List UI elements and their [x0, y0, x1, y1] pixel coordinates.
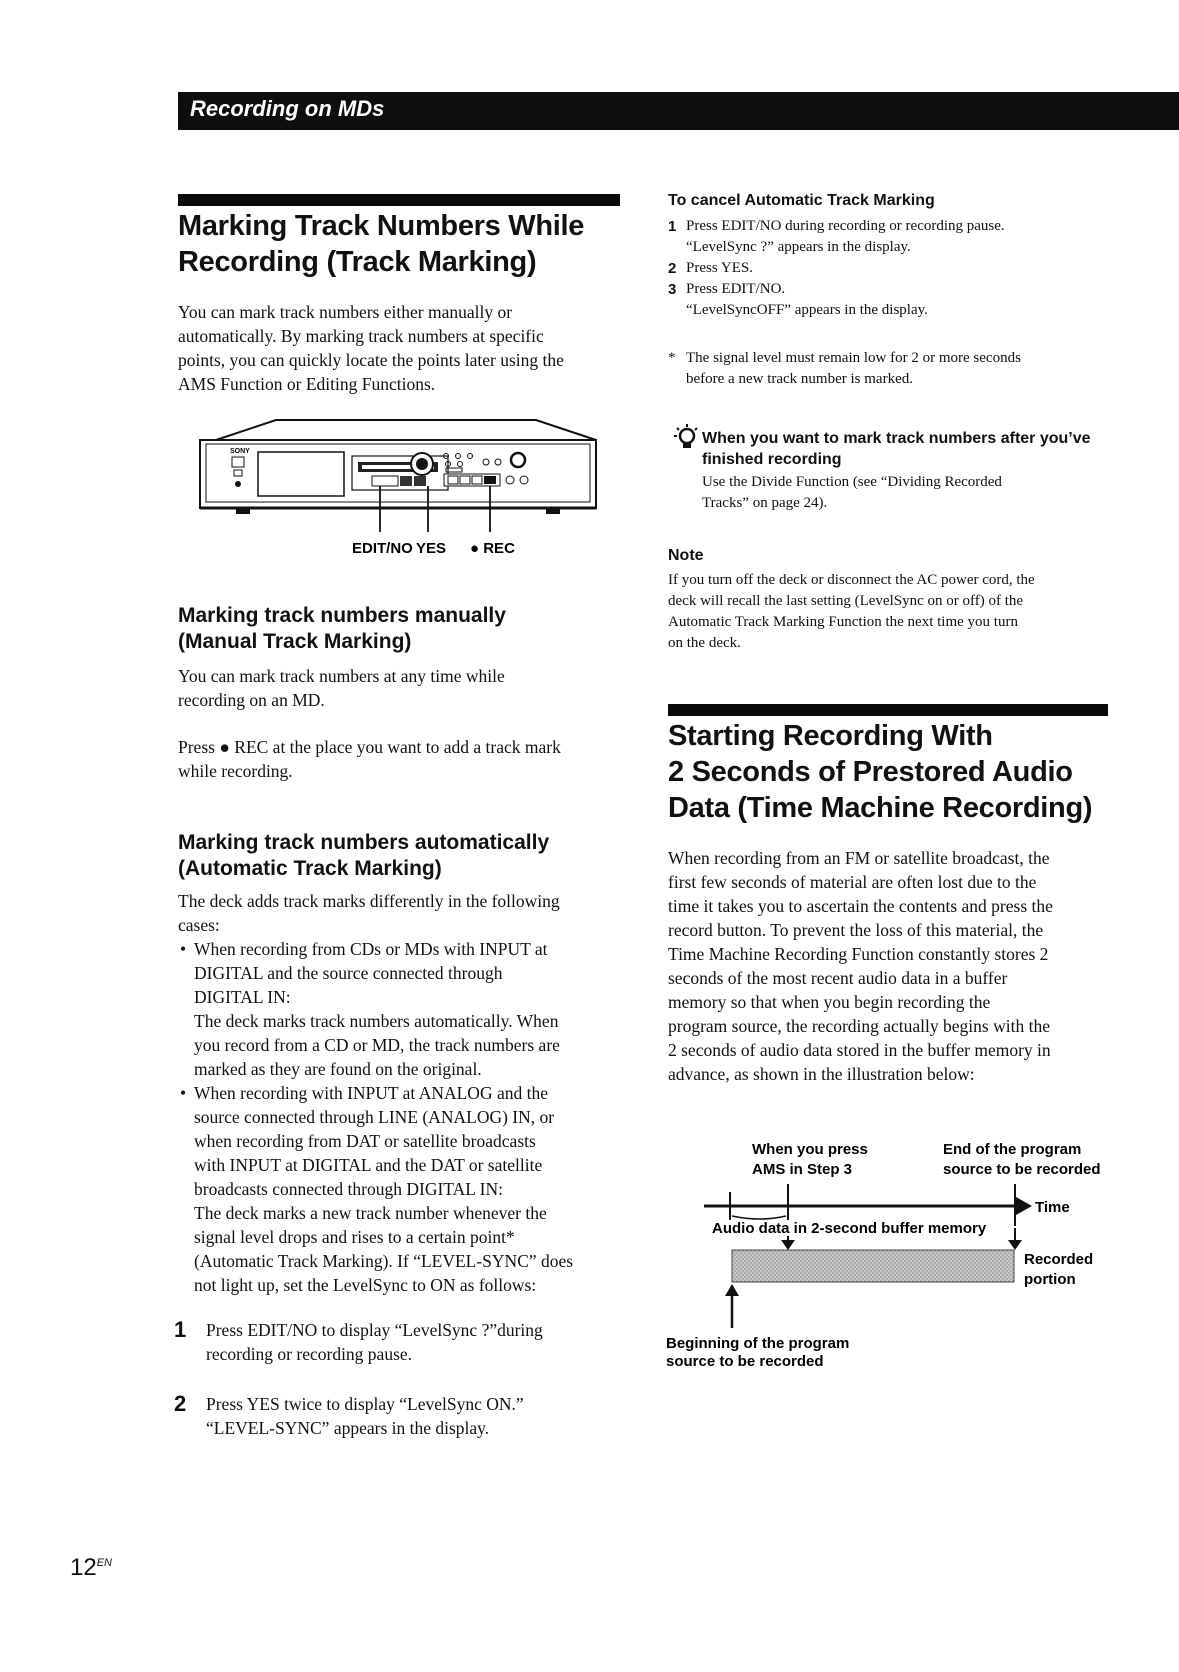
step-number: 2 — [174, 1391, 187, 1416]
heading-line: finished recording — [702, 451, 842, 468]
text-line: advance, as shown in the illustration below: — [668, 1064, 975, 1084]
text-line: “LEVEL-SYNC” appears in the display. — [206, 1418, 490, 1438]
text-line: marked as they are found on the original. — [194, 1059, 482, 1079]
title-line: Data (Time Machine Recording) — [668, 792, 1093, 824]
edit-no-button — [372, 476, 398, 486]
auto-marking-heading — [178, 830, 549, 882]
step-number: 1 — [174, 1317, 187, 1342]
title-line: Marking Track Numbers While — [178, 210, 585, 242]
text-line: signal level drops and rises to a certain point* — [194, 1227, 515, 1247]
text-line: recording or recording pause. — [206, 1344, 413, 1364]
time-machine-diagram — [660, 1136, 1130, 1366]
begin-label-line1: Beginning of the program — [666, 1335, 850, 1352]
lightbulb-icon — [672, 422, 702, 454]
text-line: 2 seconds of audio data stored in the buffer memory in — [668, 1040, 1051, 1060]
deck-foot — [546, 508, 560, 514]
text-line: not light up, set the LevelSync to ON as follows: — [194, 1275, 537, 1295]
down-arrow — [1008, 1240, 1022, 1250]
text-line: If you turn off the deck or disconnect the AC power cord, the — [668, 572, 1035, 588]
title-rule — [178, 194, 620, 206]
press-label-line2: AMS in Step 3 — [752, 1161, 853, 1178]
title-rule — [668, 704, 1108, 716]
title-line: 2 Seconds of Prestored Audio — [668, 756, 1073, 788]
text-line: on the deck. — [668, 635, 741, 651]
cancel-steps — [668, 216, 1108, 321]
step-number: 1 — [668, 218, 677, 235]
text-line: time it takes you to ascertain the contents and press the — [668, 896, 1053, 916]
heading-line: Marking track numbers manually — [178, 604, 506, 627]
text-line: The deck marks a new track number whenever the — [194, 1203, 547, 1223]
text-line: Press ● REC at the place you want to add a track mark — [178, 737, 561, 757]
text-line: you record from a CD or MD, the track numbers are — [194, 1035, 560, 1055]
text-line: seconds of the most recent audio data in a buffer — [668, 968, 1008, 988]
recorded-label-line2: portion — [1024, 1271, 1076, 1288]
buffer-label: Audio data in 2-second buffer memory — [712, 1220, 987, 1237]
time-arrow-head — [1016, 1197, 1032, 1215]
text-line: Use the Divide Function (see “Dividing Recorded — [702, 474, 1002, 490]
rec-button — [484, 476, 496, 484]
text-line: Tracks” on page 24). — [702, 495, 828, 511]
text-line: “LevelSyncOFF” appears in the display. — [686, 302, 928, 318]
text-line: recording on an MD. — [178, 690, 325, 710]
heading-line: When you want to mark track numbers after you’ve — [702, 430, 1091, 447]
text-line: broadcasts connected through DIGITAL IN: — [194, 1179, 503, 1199]
text-line: (Automatic Track Marking). If “LEVEL-SYNC” does — [194, 1251, 574, 1271]
step-2 — [174, 1392, 644, 1440]
time-machine-paragraph — [668, 846, 1118, 1086]
heading-line: Marking track numbers automatically — [178, 831, 550, 854]
text-line: while recording. — [178, 761, 293, 781]
text-line: • When recording with INPUT at ANALOG and the — [194, 1083, 548, 1103]
text-line: source connected through LINE (ANALOG) IN, or — [194, 1107, 555, 1127]
down-arrow — [781, 1240, 795, 1250]
deck-display — [258, 452, 344, 496]
text-line: DIGITAL and the source connected through — [194, 963, 503, 983]
label-edit-no: EDIT/NO — [352, 540, 413, 557]
buffer-brace — [732, 1216, 786, 1219]
time-label: Time — [1035, 1199, 1070, 1216]
footnote — [668, 348, 1108, 390]
heading-line: (Manual Track Marking) — [178, 630, 412, 653]
note-body — [668, 570, 1118, 654]
text-line: before a new track number is marked. — [686, 371, 913, 387]
text-line: first few seconds of material are often lost due to the — [668, 872, 1037, 892]
label-rec: ● REC — [470, 540, 515, 557]
text-line: when recording from DAT or satellite broadcasts — [194, 1131, 536, 1151]
text-line: The deck marks track numbers automatically. When — [194, 1011, 559, 1031]
time-machine-title — [668, 718, 1092, 826]
text-line: automatically. By marking track numbers at specific — [178, 326, 544, 346]
page-language-suffix: EN — [96, 1557, 112, 1569]
footnote-marker: * — [668, 350, 676, 366]
level-knob — [511, 453, 525, 467]
phones-jack — [235, 481, 241, 487]
page-number-value: 12 — [70, 1554, 97, 1581]
text-line: with INPUT at DIGITAL and the DAT or satellite — [194, 1155, 543, 1175]
text-line: program source, the recording actually begins with the — [668, 1016, 1050, 1036]
step-number: 2 — [668, 260, 677, 277]
bullet-item — [178, 1081, 638, 1297]
text-line: record button. To prevent the loss of this material, the — [668, 920, 1044, 940]
text-line: deck will recall the last setting (LevelSync on or off) of the — [668, 593, 1024, 609]
intro-paragraph — [178, 300, 638, 396]
note-heading: Note — [668, 547, 704, 564]
manual-marking-heading — [178, 603, 506, 655]
deck-lid — [216, 420, 596, 440]
ams-dial-center — [416, 458, 428, 470]
md-deck-illustration — [196, 412, 606, 562]
tip-body — [702, 472, 1002, 514]
deck-brand: SONY — [230, 448, 250, 455]
step-1 — [174, 1318, 644, 1366]
manual-instruction — [178, 735, 561, 783]
text-line: You can mark track numbers either manually or — [178, 302, 513, 322]
deck-foot — [236, 508, 250, 514]
label-yes: YES — [416, 540, 447, 557]
end-label-line1: End of the program — [943, 1141, 1082, 1158]
text-line: cases: — [178, 915, 220, 935]
text-line: The signal level must remain low for 2 or more seconds — [686, 350, 1021, 366]
recorded-portion-bar — [732, 1250, 1014, 1282]
cancel-heading: To cancel Automatic Track Marking — [668, 192, 935, 209]
text-line: points, you can quickly locate the points later using the — [178, 350, 564, 370]
recorded-label-line1: Recorded — [1024, 1251, 1094, 1268]
text-line: Press EDIT/NO during recording or recording pause. — [686, 218, 1005, 234]
text-line: memory so that when you begin recording the — [668, 992, 991, 1012]
button — [414, 476, 426, 486]
button — [400, 476, 412, 486]
title-line: Starting Recording With — [668, 720, 993, 752]
end-label-line2: source to be recorded — [943, 1161, 1101, 1178]
title-line: Recording (Track Marking) — [178, 246, 537, 278]
text-line: You can mark track numbers at any time while — [178, 666, 505, 686]
text-line: AMS Function or Editing Functions. — [178, 374, 436, 394]
text-line: DIGITAL IN: — [194, 987, 291, 1007]
page-number — [70, 1554, 112, 1582]
begin-label-line2: source to be recorded — [666, 1353, 824, 1366]
section-title: Recording on MDs — [190, 96, 385, 121]
text-line: The deck adds track marks differently in the following — [178, 891, 560, 911]
text-line: When recording from an FM or satellite broadcast, the — [668, 848, 1050, 868]
text-line: “LevelSync ?” appears in the display. — [686, 239, 911, 255]
text-line: Automatic Track Marking Function the next time you turn — [668, 614, 1018, 630]
step-number: 3 — [668, 281, 677, 298]
text-line: Press YES twice to display “LevelSync ON.” — [206, 1394, 524, 1414]
text-line: • When recording from CDs or MDs with INPUT at — [194, 939, 548, 959]
manual-paragraph — [178, 664, 505, 712]
press-label-line1: When you press — [752, 1141, 868, 1158]
heading-line: (Automatic Track Marking) — [178, 857, 442, 880]
auto-marking-body — [178, 889, 638, 1297]
text-line: Press EDIT/NO to display “LevelSync ?”during — [206, 1320, 543, 1340]
tip-heading — [702, 428, 1091, 470]
text-line: Time Machine Recording Function constantly stores 2 — [668, 944, 1049, 964]
text-line: Press EDIT/NO. — [686, 281, 786, 297]
page-title — [178, 208, 584, 280]
bullet-item — [178, 937, 638, 1081]
text-line: Press YES. — [686, 260, 753, 276]
